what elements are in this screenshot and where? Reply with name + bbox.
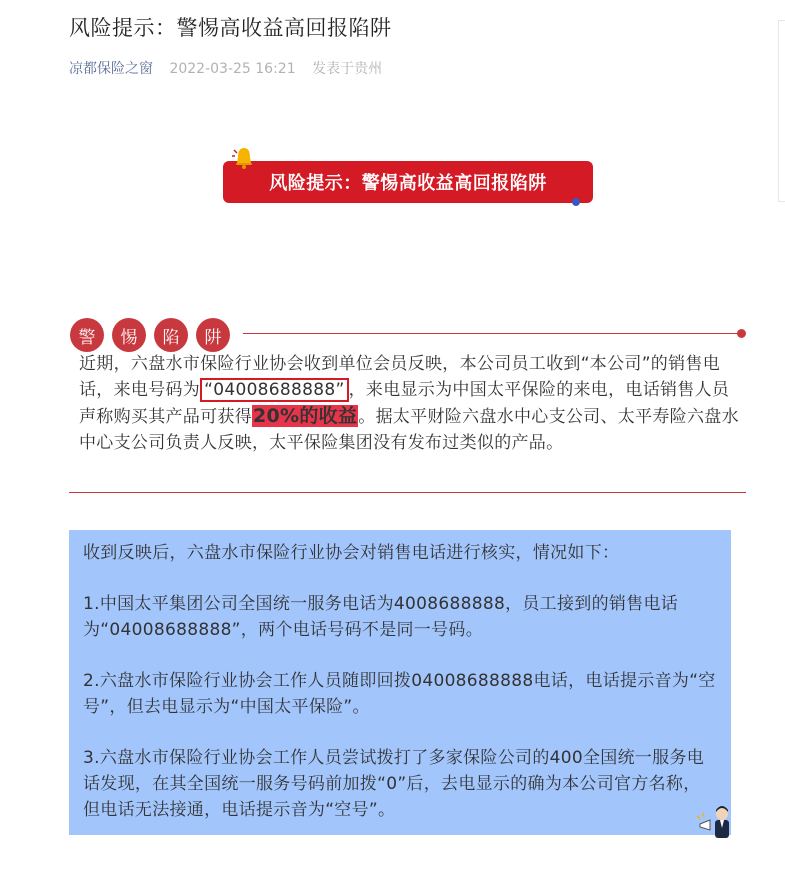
header-char-3: 陷 [154,318,188,352]
incident-paragraph [79,351,739,456]
phone-number-boxed: “04008688888” [200,378,349,402]
paragraph-part-3: 。据太平财险六盘水中心支公司、太平寿险六盘水中心支公司负责人反映，太平保险集团没有发布过类似的产品。 [79,407,739,453]
risk-banner [223,161,593,203]
header-line [243,333,739,334]
sidebar-edge [778,20,785,202]
verification-item-2: 2.六盘水市保险行业协会工作人员随即回拨04008688888电话，电话提示音为“空号”，但去电显示为“中国太平保险”。 [83,671,716,717]
banner-text: 风险提示：警惕高收益高回报陷阱 [269,173,547,194]
author-link[interactable]: 凉都保险之窗 [69,61,153,77]
publish-date: 2022-03-25 16:21 [169,61,296,77]
verification-box [69,530,731,835]
banner-dot [572,198,580,206]
bell-icon [231,145,257,171]
article-title: 风险提示：警惕高收益高回报陷阱 [69,16,392,40]
paragraph-part-2: ，来电显示为中国太平保险的来电，电话销售人员声称购买其产品可获得 [79,380,730,427]
article-meta [69,58,382,78]
section-divider [69,492,746,493]
verification-intro: 收到反映后，六盘水市保险行业协会对销售电话进行核实，情况如下： [83,543,620,563]
header-line-dot [737,329,746,338]
header-char-4: 阱 [196,318,230,352]
verification-item-1: 1.中国太平集团公司全国统一服务电话为4008688888，员工接到的销售电话为“04008688888”，两个电话号码不是同一号码。 [83,594,679,640]
header-char-1: 警 [70,318,104,352]
megaphone-person-icon [694,800,736,840]
paragraph-part-1: 近期，六盘水市保险行业协会收到单位会员反映，本公司员工收到“本公司”的销售电话，来电号码为 [79,354,721,400]
verification-item-3: 3.六盘水市保险行业协会工作人员尝试拨打了多家保险公司的400全国统一服务电话发现，在其全国统一服务号码前加拨“0”后，去电显示的确为本公司官方名称，但电话无法接通，电话提示音为“空号”。 [83,748,705,820]
yield-highlight: 20%的收益 [253,405,358,427]
publish-location: 发表于贵州 [312,61,383,77]
header-char-2: 惕 [112,318,146,352]
